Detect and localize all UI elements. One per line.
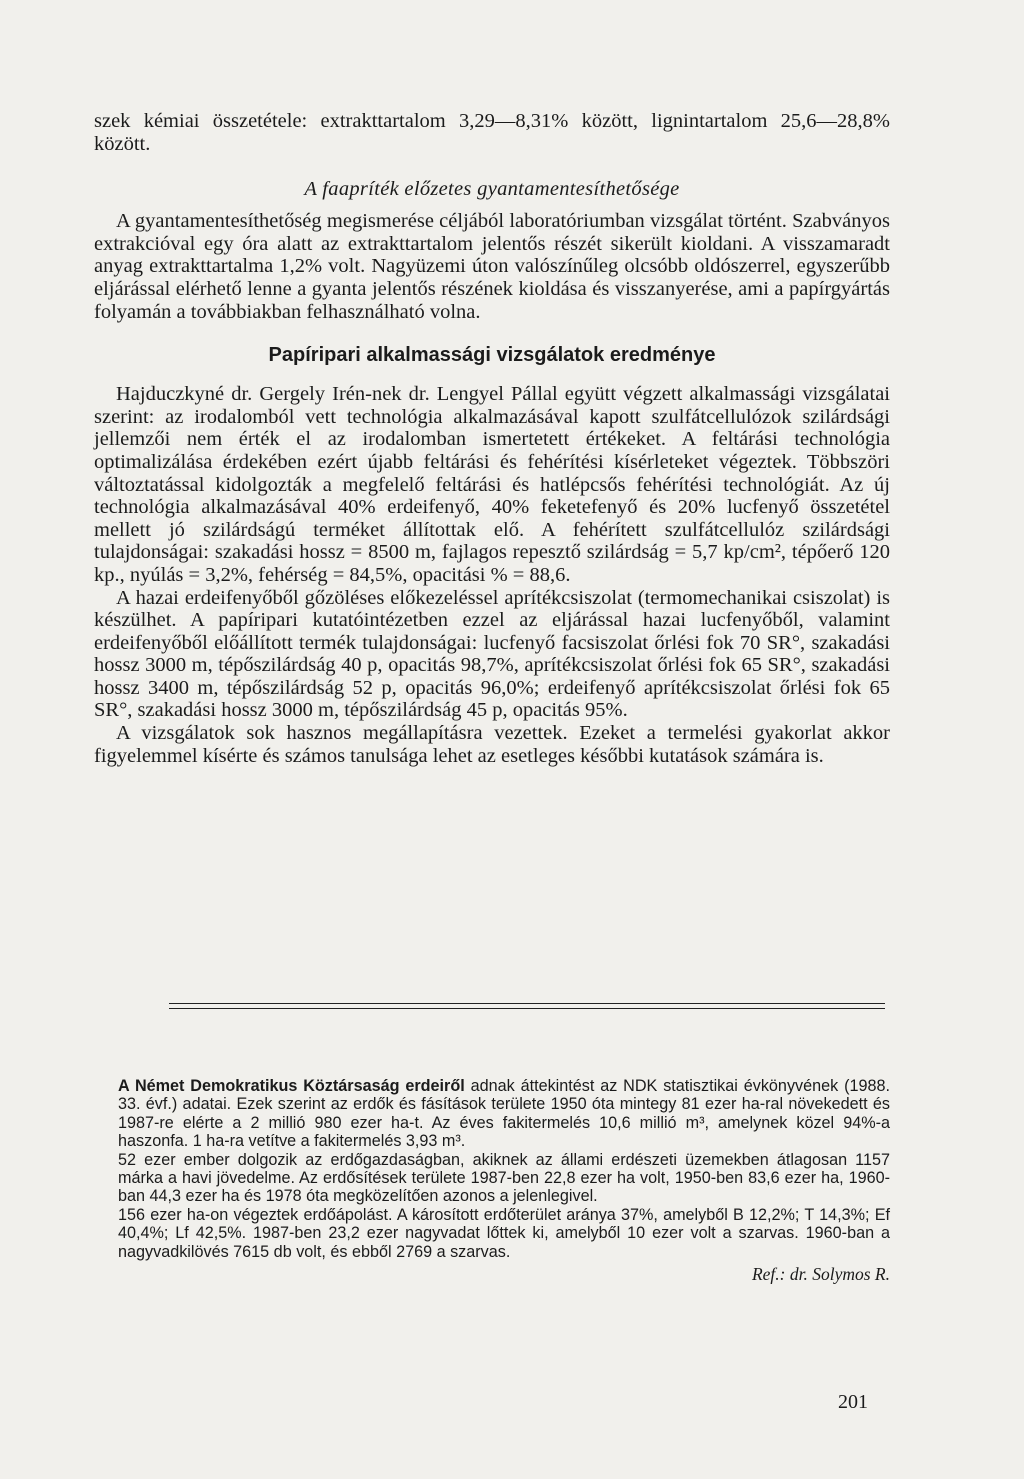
- section-paragraph-3: A vizsgálatok sok hasznos megállapításra vezettek. Ezeket a termelési gyakorlat akkor figyelemmel kísérte és számos tanulsága lehet az esetleges későbbi kutatások számára is.: [94, 722, 890, 767]
- note-reference: Ref.: dr. Solymos R.: [751, 1264, 890, 1285]
- news-note: [118, 1077, 890, 1283]
- page-body: [94, 110, 890, 767]
- note-paragraph-1-text: adnak áttekintést az NDK statisztikai évkönyvének (1988. 33. évf.) adatai. Ezek szerint az erdők és fásítások területe 1950 óta mintegy 81 ezer ha-ral növekedett és 1987-re elérte a 2 millió 980 ezer ha-t. Az éves fakitermelés 10,6 millió m³, amelynek közel 94%-a haszonfa. 1 ha-ra vetítve a fakitermelés 3,93 m³.: [118, 1077, 890, 1151]
- rule-line-top: [169, 1003, 885, 1004]
- section-heading: Papíripari alkalmassági vizsgálatok eredménye: [268, 344, 716, 367]
- page-number: 201: [838, 1391, 868, 1413]
- note-paragraph-2: 52 ezer ember dolgozik az erdőgazdaságban, akiknek az állami erdészeti üzemekben átlagosan 1157 márka a havi jövedelme. Az erdősítések területe 1987-ben 22,8 ezer ha volt, 1950-ben 83,6 ezer ha, 1960-ban 44,3 ezer ha és 1978 óta megközelítően azonos a jelenlegivel.: [118, 1150, 890, 1206]
- intro-paragraph: szek kémiai összetétele: extrakttartalom 3,29—8,31% között, lignintartalom 25,6—28,8% között.: [94, 110, 890, 155]
- rule-line-bottom: [169, 1008, 885, 1009]
- section-paragraph-1: Hajduczkyné dr. Gergely Irén-nek dr. Lengyel Pállal együtt végzett alkalmassági vizsgálatai szerint: az irodalomból vett technológia alkalmazásával kapott szulfátcellulózok szilárdsági jellemzői nem érték el az irodalomban ismertetett értékeket. A feltárási technológia optimalizálása érdekében ezért újabb feltárási és fehérítési kísérleteket végeztek. Többszöri változtatással kidolgozták a megfelelő feltárási és hatlépcsős fehérítési technológiát. Az új technológia alkalmazásával 40% erdeifenyő, 40% feketefenyő és 20% lucfenyő összetétel mellett jó szilárdságú terméket állítottak elő. A fehérített szulfátcellulóz szilárdsági tulajdonságai: szakadási hossz = 8500 m, fajlagos repesztő szilárdság = 5,7 kp/cm², tépőerő 120 kp., nyúlás = 3,2%, fehérség = 84,5%, opacitási % = 88,6.: [94, 383, 890, 586]
- subsection-paragraph: A gyantamentesíthetőség megismerése céljából laboratóriumban vizsgálat történt. Szabványos extrakcióval egy óra alatt az extrakttartalom jelentős részét sikerült kioldani. A visszamaradt anyag extrakttartalma 1,2% volt. Nagyüzemi úton valószínűleg olcsóbb oldószerrel, egyszerűbb eljárással elérhető lenne a gyanta jelentős részének kioldása és visszanyerése, ami a papírgyártás folyamán a továbbiakban felhasználható volna.: [94, 210, 890, 323]
- subsection-title: A faapríték előzetes gyantamentesíthetősége: [304, 178, 680, 201]
- separator-rule: [169, 1003, 885, 1013]
- note-lead: A Német Demokratikus Köztársaság erdeiről: [118, 1077, 465, 1095]
- section-paragraph-2: A hazai erdeifenyőből gőzöléses előkezeléssel aprítékcsiszolat (termomechanikai csiszolat) is készülhet. A papíripari kutatóintézetben ezzel az eljárással hazai lucfenyőből, valamint erdeifenyőből előállított termék tulajdonságai: lucfenyő facsiszolat őrlési fok 70 SR°, szakadási hossz 3000 m, tépőszilárdság 40 p, opacitás 98,7%, aprítékcsiszolat őrlési fok 65 SR°, szakadási hossz 3400 m, tépőszilárdság 52 p, opacitás 96,0%; erdeifenyő aprítékcsiszolat őrlési fok 65 SR°, szakadási hossz 3000 m, tépőszilárdság 45 p, opacitás 95%.: [94, 586, 890, 722]
- note-paragraph-1: [118, 1077, 890, 1151]
- note-paragraph-3: 156 ezer ha-on végeztek erdőápolást. A károsított erdőterület aránya 37%, amelyből B 12,2%; T 14,3%; Ef 40,4%; Lf 42,5%. 1987-ben 23,2 ezer nagyvadat lőttek ki, amelyből 10 ezer volt a szarvas. 1960-ban a nagyvadkilövés 7615 db volt, és ebből 2769 a szarvas.: [118, 1205, 890, 1261]
